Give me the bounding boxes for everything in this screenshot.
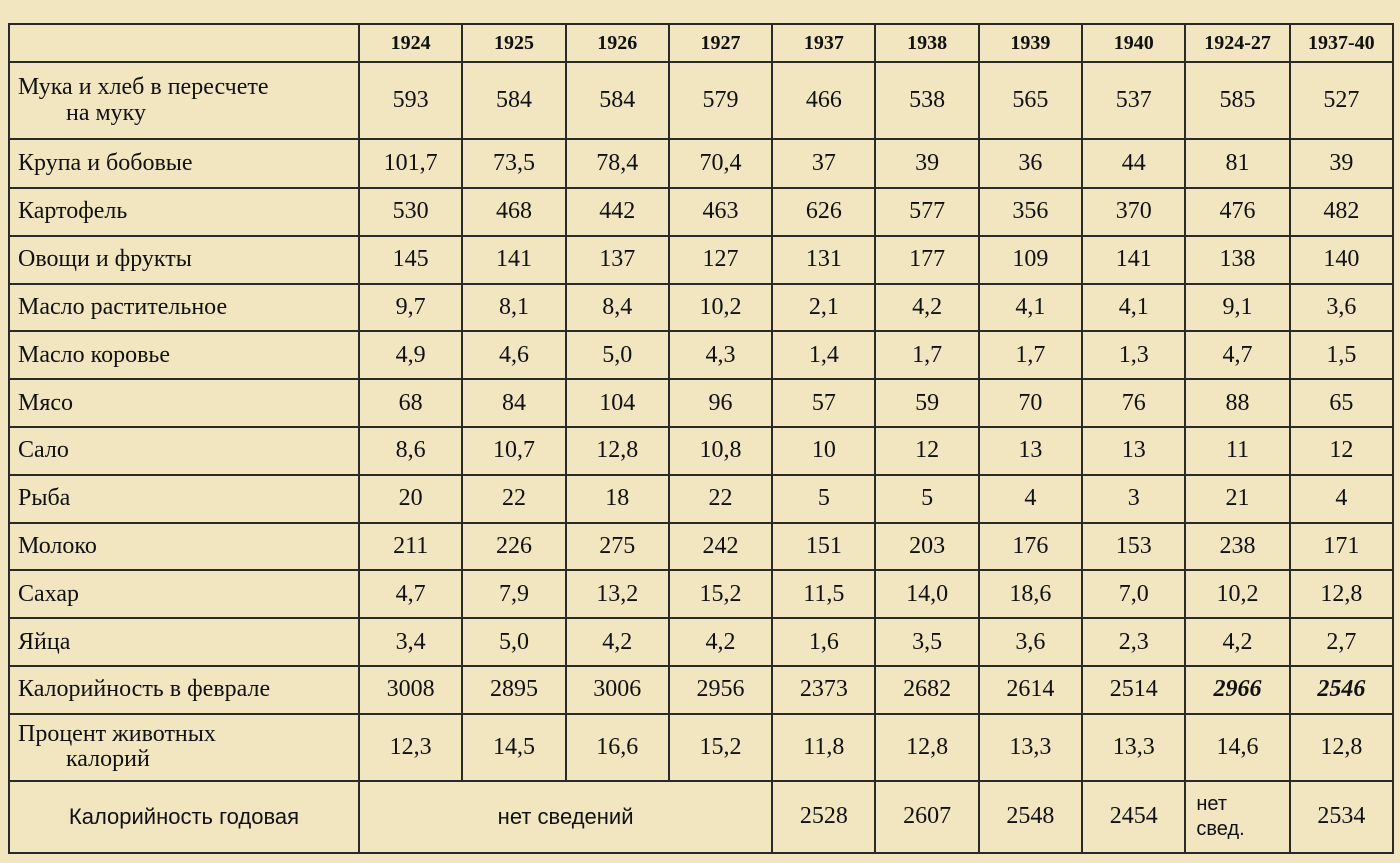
- table-cell: 238: [1185, 523, 1289, 571]
- table-cell: 585: [1185, 62, 1289, 139]
- table-cell: 65: [1290, 379, 1393, 427]
- table-cell: 7,0: [1082, 570, 1185, 618]
- table-cell: 1,7: [875, 331, 978, 379]
- table-cell: 15,2: [669, 570, 772, 618]
- table-cell: 4,2: [566, 618, 669, 666]
- table-cell: 211: [359, 523, 462, 571]
- table-cell: 10: [772, 427, 875, 475]
- table-cell: 176: [979, 523, 1082, 571]
- table-container: [8, 23, 1394, 854]
- table-cell: 2373: [772, 666, 875, 714]
- table-cell: 68: [359, 379, 462, 427]
- row-label: [9, 666, 359, 714]
- table-cell: 13,3: [1082, 714, 1185, 781]
- table-cell: 2,3: [1082, 618, 1185, 666]
- year-header: 1924: [359, 24, 462, 62]
- table-cell: 3,5: [875, 618, 978, 666]
- table-cell: 12,3: [359, 714, 462, 781]
- table-cell: 579: [669, 62, 772, 139]
- table-cell: 10,2: [1185, 570, 1289, 618]
- table-cell: 4,1: [1082, 284, 1185, 332]
- table-cell: 4,2: [669, 618, 772, 666]
- table-cell: 2895: [462, 666, 565, 714]
- corner-cell: [9, 24, 359, 62]
- table-cell: 4,6: [462, 331, 565, 379]
- table-cell: 21: [1185, 475, 1289, 523]
- table-cell: 530: [359, 188, 462, 236]
- table-cell: 8,6: [359, 427, 462, 475]
- row-label-line1: Картофель: [18, 198, 128, 225]
- table-cell: 104: [566, 379, 669, 427]
- row-label-line2: на муку: [66, 99, 147, 126]
- table-cell: 20: [359, 475, 462, 523]
- no-data-cell: нет сведений: [359, 781, 772, 853]
- table-cell: 5: [875, 475, 978, 523]
- row-label-line1: Крупа и бобовые: [18, 150, 193, 177]
- row-label-line1: Процент животных: [18, 721, 216, 748]
- table-row: [9, 62, 1393, 139]
- table-cell: 10,2: [669, 284, 772, 332]
- table-cell: 2528: [772, 781, 875, 853]
- table-cell: 463: [669, 188, 772, 236]
- table-cell: 584: [566, 62, 669, 139]
- table-cell: 14,6: [1185, 714, 1289, 781]
- table-cell: 13: [1082, 427, 1185, 475]
- table-row: [9, 618, 1393, 666]
- header-row: [9, 24, 1393, 62]
- table-cell: 10,7: [462, 427, 565, 475]
- row-label: [9, 570, 359, 618]
- table-cell: 4: [1290, 475, 1393, 523]
- table-cell: 2966: [1185, 666, 1289, 714]
- table-cell: 18,6: [979, 570, 1082, 618]
- table-cell: 18: [566, 475, 669, 523]
- table-cell: 37: [772, 139, 875, 188]
- table-cell: 9,1: [1185, 284, 1289, 332]
- table-row: [9, 475, 1393, 523]
- table-cell: 12: [875, 427, 978, 475]
- row-label: Калорийность годовая: [9, 781, 359, 853]
- table-row: [9, 188, 1393, 236]
- table-cell: 242: [669, 523, 772, 571]
- table-cell: 4,7: [359, 570, 462, 618]
- table-cell: 131: [772, 236, 875, 284]
- table-cell: 468: [462, 188, 565, 236]
- year-header: 1924-27: [1185, 24, 1289, 62]
- table-cell: 153: [1082, 523, 1185, 571]
- year-header: 1927: [669, 24, 772, 62]
- table-cell: 12,8: [1290, 714, 1393, 781]
- table-row: [9, 714, 1393, 781]
- table-cell: 2,1: [772, 284, 875, 332]
- table-cell: 527: [1290, 62, 1393, 139]
- row-label: [9, 188, 359, 236]
- table-cell: 84: [462, 379, 565, 427]
- table-cell: 141: [1082, 236, 1185, 284]
- table-cell: 13: [979, 427, 1082, 475]
- table-cell: 203: [875, 523, 978, 571]
- row-label: [9, 236, 359, 284]
- table-cell: 2534: [1290, 781, 1393, 853]
- table-cell: 141: [462, 236, 565, 284]
- table-cell: 12: [1290, 427, 1393, 475]
- table-cell: 4,7: [1185, 331, 1289, 379]
- table-cell: 12,8: [1290, 570, 1393, 618]
- table-cell: 537: [1082, 62, 1185, 139]
- table-cell: 442: [566, 188, 669, 236]
- table-cell: 88: [1185, 379, 1289, 427]
- table-cell: 22: [462, 475, 565, 523]
- table-row: [9, 139, 1393, 188]
- row-label-line1: Сало: [18, 437, 69, 464]
- table-cell: 96: [669, 379, 772, 427]
- row-label-line1: Калорийность в феврале: [18, 676, 271, 703]
- table-cell: 1,7: [979, 331, 1082, 379]
- no-data-short-line2: свед.: [1196, 818, 1245, 840]
- table-cell: 140: [1290, 236, 1393, 284]
- table-cell: 12,8: [875, 714, 978, 781]
- row-label-line1: Мясо: [18, 389, 74, 416]
- table-cell: 138: [1185, 236, 1289, 284]
- table-cell: 4,9: [359, 331, 462, 379]
- table-cell: 3008: [359, 666, 462, 714]
- table-cell: 44: [1082, 139, 1185, 188]
- table-cell: 476: [1185, 188, 1289, 236]
- table-cell: 8,1: [462, 284, 565, 332]
- row-label-line1: Мука и хлеб в пересчете: [18, 74, 269, 101]
- year-header: 1939: [979, 24, 1082, 62]
- table-cell: 577: [875, 188, 978, 236]
- table-cell: 14,5: [462, 714, 565, 781]
- table-cell: 101,7: [359, 139, 462, 188]
- table-cell: 565: [979, 62, 1082, 139]
- table-cell: 13,2: [566, 570, 669, 618]
- year-header: 1937: [772, 24, 875, 62]
- year-header: 1940: [1082, 24, 1185, 62]
- table-cell: 171: [1290, 523, 1393, 571]
- table-cell: 356: [979, 188, 1082, 236]
- table-cell: 1,4: [772, 331, 875, 379]
- year-header: 1938: [875, 24, 978, 62]
- row-label-line1: Сахар: [18, 580, 79, 607]
- table-cell: 3,6: [979, 618, 1082, 666]
- table-cell: 275: [566, 523, 669, 571]
- no-data-short-line1: нет: [1196, 793, 1228, 815]
- table-cell: 584: [462, 62, 565, 139]
- year-header: 1937-40: [1290, 24, 1393, 62]
- table-cell: 4,2: [1185, 618, 1289, 666]
- table-cell: 2,7: [1290, 618, 1393, 666]
- row-label-line1: Рыба: [18, 485, 71, 512]
- table-cell: 593: [359, 62, 462, 139]
- table-cell: 466: [772, 62, 875, 139]
- table-cell: 70,4: [669, 139, 772, 188]
- row-label: [9, 714, 359, 781]
- table-cell: 15,2: [669, 714, 772, 781]
- row-label: [9, 62, 359, 139]
- table-cell: 538: [875, 62, 978, 139]
- table-cell: 1,5: [1290, 331, 1393, 379]
- row-label-line2: калорий: [66, 746, 150, 773]
- row-label: [9, 523, 359, 571]
- table-cell: 59: [875, 379, 978, 427]
- table-cell: 4,3: [669, 331, 772, 379]
- table-cell: 4,1: [979, 284, 1082, 332]
- row-label: [9, 331, 359, 379]
- annual-calories-row: [9, 781, 1393, 853]
- table-cell: 11: [1185, 427, 1289, 475]
- no-data-short-cell: [1185, 781, 1289, 853]
- table-cell: 177: [875, 236, 978, 284]
- table-row: [9, 570, 1393, 618]
- table-cell: 1,3: [1082, 331, 1185, 379]
- row-label: [9, 618, 359, 666]
- table-cell: 370: [1082, 188, 1185, 236]
- table-cell: 39: [1290, 139, 1393, 188]
- table-cell: 4: [979, 475, 1082, 523]
- table-cell: 2614: [979, 666, 1082, 714]
- row-label-line1: Овощи и фрукты: [18, 246, 192, 273]
- table-cell: 151: [772, 523, 875, 571]
- table-row: [9, 331, 1393, 379]
- table-row: [9, 284, 1393, 332]
- table-cell: 13,3: [979, 714, 1082, 781]
- table-cell: 4,2: [875, 284, 978, 332]
- table-row: [9, 236, 1393, 284]
- table-row: [9, 379, 1393, 427]
- table-cell: 36: [979, 139, 1082, 188]
- table-cell: 137: [566, 236, 669, 284]
- year-header: 1925: [462, 24, 565, 62]
- table-cell: 2514: [1082, 666, 1185, 714]
- row-label: [9, 475, 359, 523]
- table-cell: 81: [1185, 139, 1289, 188]
- table-cell: 78,4: [566, 139, 669, 188]
- row-label-line1: Масло коровье: [18, 341, 170, 368]
- table-cell: 626: [772, 188, 875, 236]
- table-cell: 9,7: [359, 284, 462, 332]
- table-cell: 145: [359, 236, 462, 284]
- table-cell: 11,8: [772, 714, 875, 781]
- table-cell: 73,5: [462, 139, 565, 188]
- table-cell: 2682: [875, 666, 978, 714]
- table-cell: 226: [462, 523, 565, 571]
- table-cell: 70: [979, 379, 1082, 427]
- food-consumption-table: [8, 23, 1394, 854]
- table-cell: 3,6: [1290, 284, 1393, 332]
- table-cell: 3006: [566, 666, 669, 714]
- table-cell: 5: [772, 475, 875, 523]
- table-cell: 3: [1082, 475, 1185, 523]
- table-row: [9, 523, 1393, 571]
- row-label: [9, 379, 359, 427]
- table-cell: 2454: [1082, 781, 1185, 853]
- table-cell: 57: [772, 379, 875, 427]
- table-cell: 22: [669, 475, 772, 523]
- row-label-line1: Яйца: [18, 628, 71, 655]
- table-cell: 7,9: [462, 570, 565, 618]
- year-header: 1926: [566, 24, 669, 62]
- table-cell: 2956: [669, 666, 772, 714]
- table-cell: 14,0: [875, 570, 978, 618]
- table-row: [9, 427, 1393, 475]
- table-cell: 2546: [1290, 666, 1393, 714]
- table-cell: 127: [669, 236, 772, 284]
- row-label: [9, 427, 359, 475]
- row-label: [9, 139, 359, 188]
- table-cell: 12,8: [566, 427, 669, 475]
- table-cell: 39: [875, 139, 978, 188]
- row-label-line1: Масло растительное: [18, 293, 228, 320]
- table-cell: 1,6: [772, 618, 875, 666]
- table-cell: 5,0: [566, 331, 669, 379]
- table-cell: 5,0: [462, 618, 565, 666]
- table-cell: 10,8: [669, 427, 772, 475]
- table-cell: 109: [979, 236, 1082, 284]
- table-row: [9, 666, 1393, 714]
- row-label: [9, 284, 359, 332]
- table-cell: 3,4: [359, 618, 462, 666]
- table-cell: 482: [1290, 188, 1393, 236]
- table-cell: 11,5: [772, 570, 875, 618]
- row-label-line1: Молоко: [18, 532, 97, 559]
- table-cell: 2607: [875, 781, 978, 853]
- table-cell: 8,4: [566, 284, 669, 332]
- table-cell: 16,6: [566, 714, 669, 781]
- table-cell: 76: [1082, 379, 1185, 427]
- table-cell: 2548: [979, 781, 1082, 853]
